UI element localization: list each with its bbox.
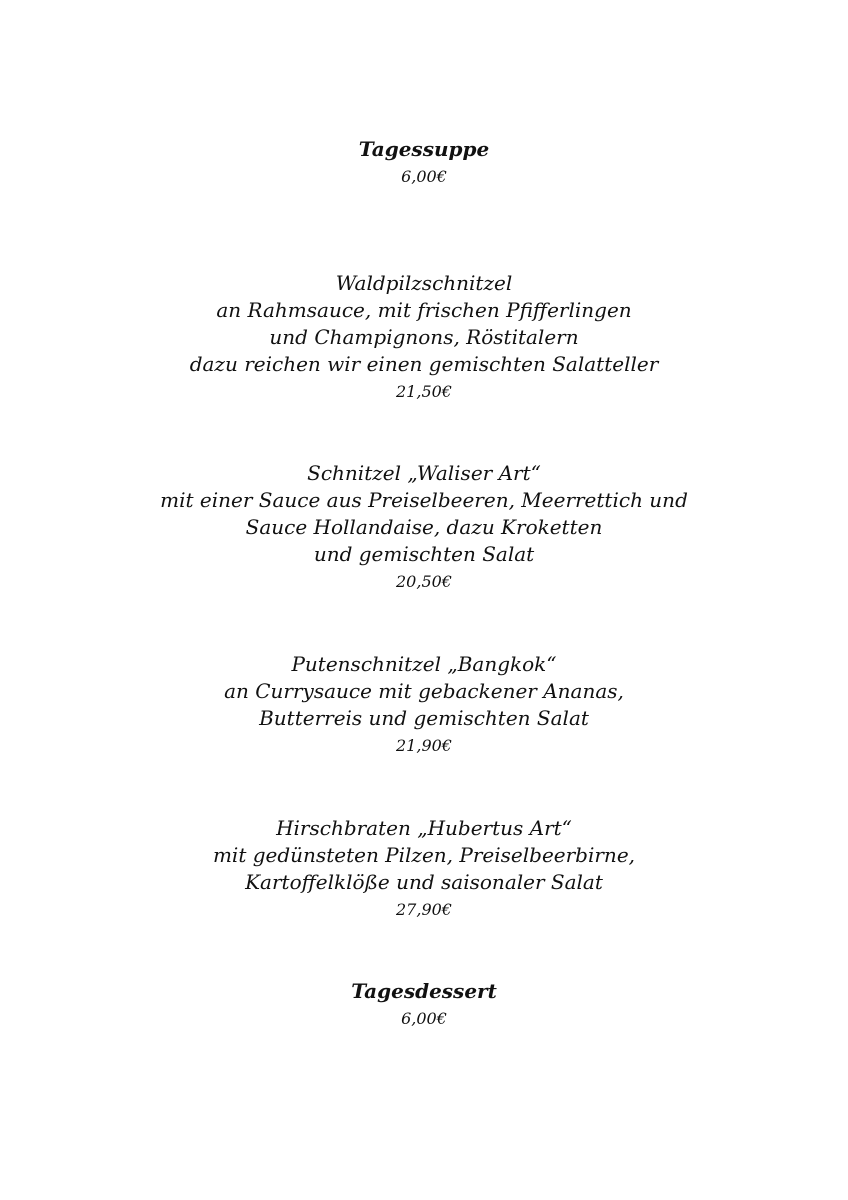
dish-price: 20,50€ [396, 572, 452, 591]
dish-title: Putenschnitzel „Bangkok“ [291, 652, 557, 676]
dessert-section [0, 978, 848, 1032]
dish-description-line: und Champignons, Röstitalern [269, 325, 579, 349]
dish-price: 27,90€ [396, 900, 452, 919]
menu-item-schnitzel-waliser-art [0, 460, 848, 595]
menu-item-putenschnitzel-bangkok [0, 651, 848, 759]
dish-description-line: an Rahmsauce, mit frischen Pfifferlingen [216, 298, 632, 322]
soup-title: Tagessuppe [358, 137, 490, 161]
dish-description-line: mit einer Sauce aus Preiselbeeren, Meerrettich und [160, 488, 688, 512]
dish-description-line: dazu reichen wir einen gemischten Salatteller [189, 352, 659, 376]
dish-price: 21,90€ [396, 736, 452, 755]
menu-item-waldpilzschnitzel [0, 270, 848, 405]
dish-description-line: Butterreis und gemischten Salat [259, 706, 589, 730]
dish-description-line: Kartoffelklöße und saisonaler Salat [245, 870, 603, 894]
dessert-title: Tagesdessert [351, 979, 497, 1003]
menu-item-hirschbraten-hubertus-art [0, 815, 848, 923]
dish-title: Hirschbraten „Hubertus Art“ [276, 816, 572, 840]
dish-description-line: Sauce Hollandaise, dazu Kroketten [245, 515, 603, 539]
dish-description-line: mit gedünsteten Pilzen, Preiselbeerbirne, [212, 843, 636, 867]
dish-title: Waldpilzschnitzel [335, 271, 513, 295]
soup-price: 6,00€ [401, 167, 447, 186]
dish-price: 21,50€ [396, 382, 452, 401]
dish-description-line: an Currysauce mit gebackener Ananas, [224, 679, 624, 703]
soup-section [0, 136, 848, 190]
dessert-price: 6,00€ [401, 1009, 447, 1028]
dish-description-line: und gemischten Salat [313, 542, 535, 566]
dish-title: Schnitzel „Waliser Art“ [307, 461, 541, 485]
